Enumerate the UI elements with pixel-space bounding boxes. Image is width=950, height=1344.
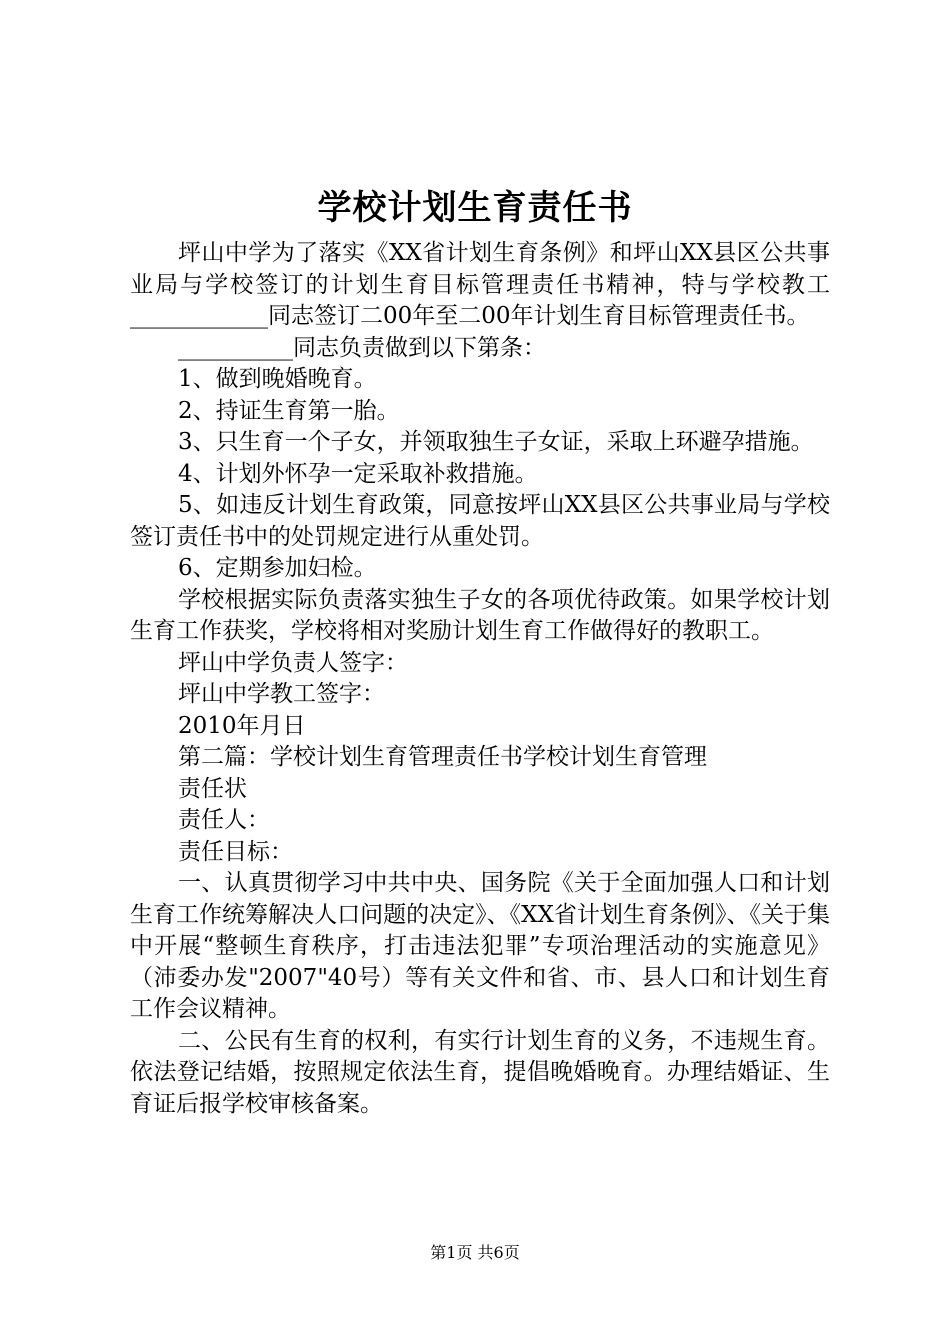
date-line: 2010年月日 [178, 712, 306, 739]
paragraph-item-1: 1、做到晚婚晚育。 [178, 366, 377, 392]
paragraph-item-6: 6、定期参加妇检。 [178, 555, 377, 581]
paragraph-item-4: 4、计划外怀孕一定采取补救措施。 [178, 460, 538, 487]
paragraph-goal-2: 二、公民有生育的权利，有实行计划生育的义务，不违规生育。依法登记结婚，按照规定依法生育，提倡晚婚晚育。办理结婚证、生育证后报学校审核备案。 [130, 1027, 830, 1117]
document-body [130, 238, 830, 1120]
paragraph-item-2: 2、持证生育第一胎。 [178, 397, 400, 424]
paragraph-obligation-header: __________同志负责做到以下第条： [178, 334, 546, 361]
responsibility-goal-label: 责任目标： [178, 838, 293, 865]
paragraph-item-5: 5、如违反计划生育政策，同意按坪山XX县区公共事业局与学校签订责任书中的处罚规定进行从重处罚。 [130, 492, 830, 550]
section-two-subheading: 责任状 [178, 775, 247, 802]
paragraph-item-3: 3、只生育一个子女，并领取独生子女证，采取上环避孕措施。 [178, 429, 814, 455]
signature-staff: 坪山中学教工签字： [178, 681, 385, 707]
responsible-person-label: 责任人： [178, 807, 270, 833]
document-title: 学校计划生育责任书 [317, 188, 633, 228]
signature-principal: 坪山中学负责人签字： [178, 649, 408, 676]
paragraph-intro: 坪山中学为了落实《XX省计划生育条例》和坪山XX县区公共事业局与学校签订的计划生育目标管理责任书精神，特与学校教工____________同志签订二00年至二00年计划生育目标管理责任书。 [130, 240, 830, 329]
page-footer: 第1页 共6页 [430, 1243, 520, 1262]
paragraph-goal-1: 一、认真贯彻学习中共中央、国务院《关于全面加强人口和计划生育工作统筹解决人口问题的决定》、《XX省计划生育条例》、《关于集中开展“整顿生育秩序，打击违法犯罪”专项治理活动的实施意见》（沛委办发"2007"40号）等有关文件和省、市、县人口和计划生育工作会议精神。 [130, 870, 830, 1022]
section-two-heading: 第二篇：学校计划生育管理责任书学校计划生育管理 [178, 744, 707, 770]
paragraph-school-policy: 学校根据实际负责落实独生子女的各项优待政策。如果学校计划生育工作获奖，学校将相对奖励计划生育工作做得好的教职工。 [130, 586, 830, 644]
